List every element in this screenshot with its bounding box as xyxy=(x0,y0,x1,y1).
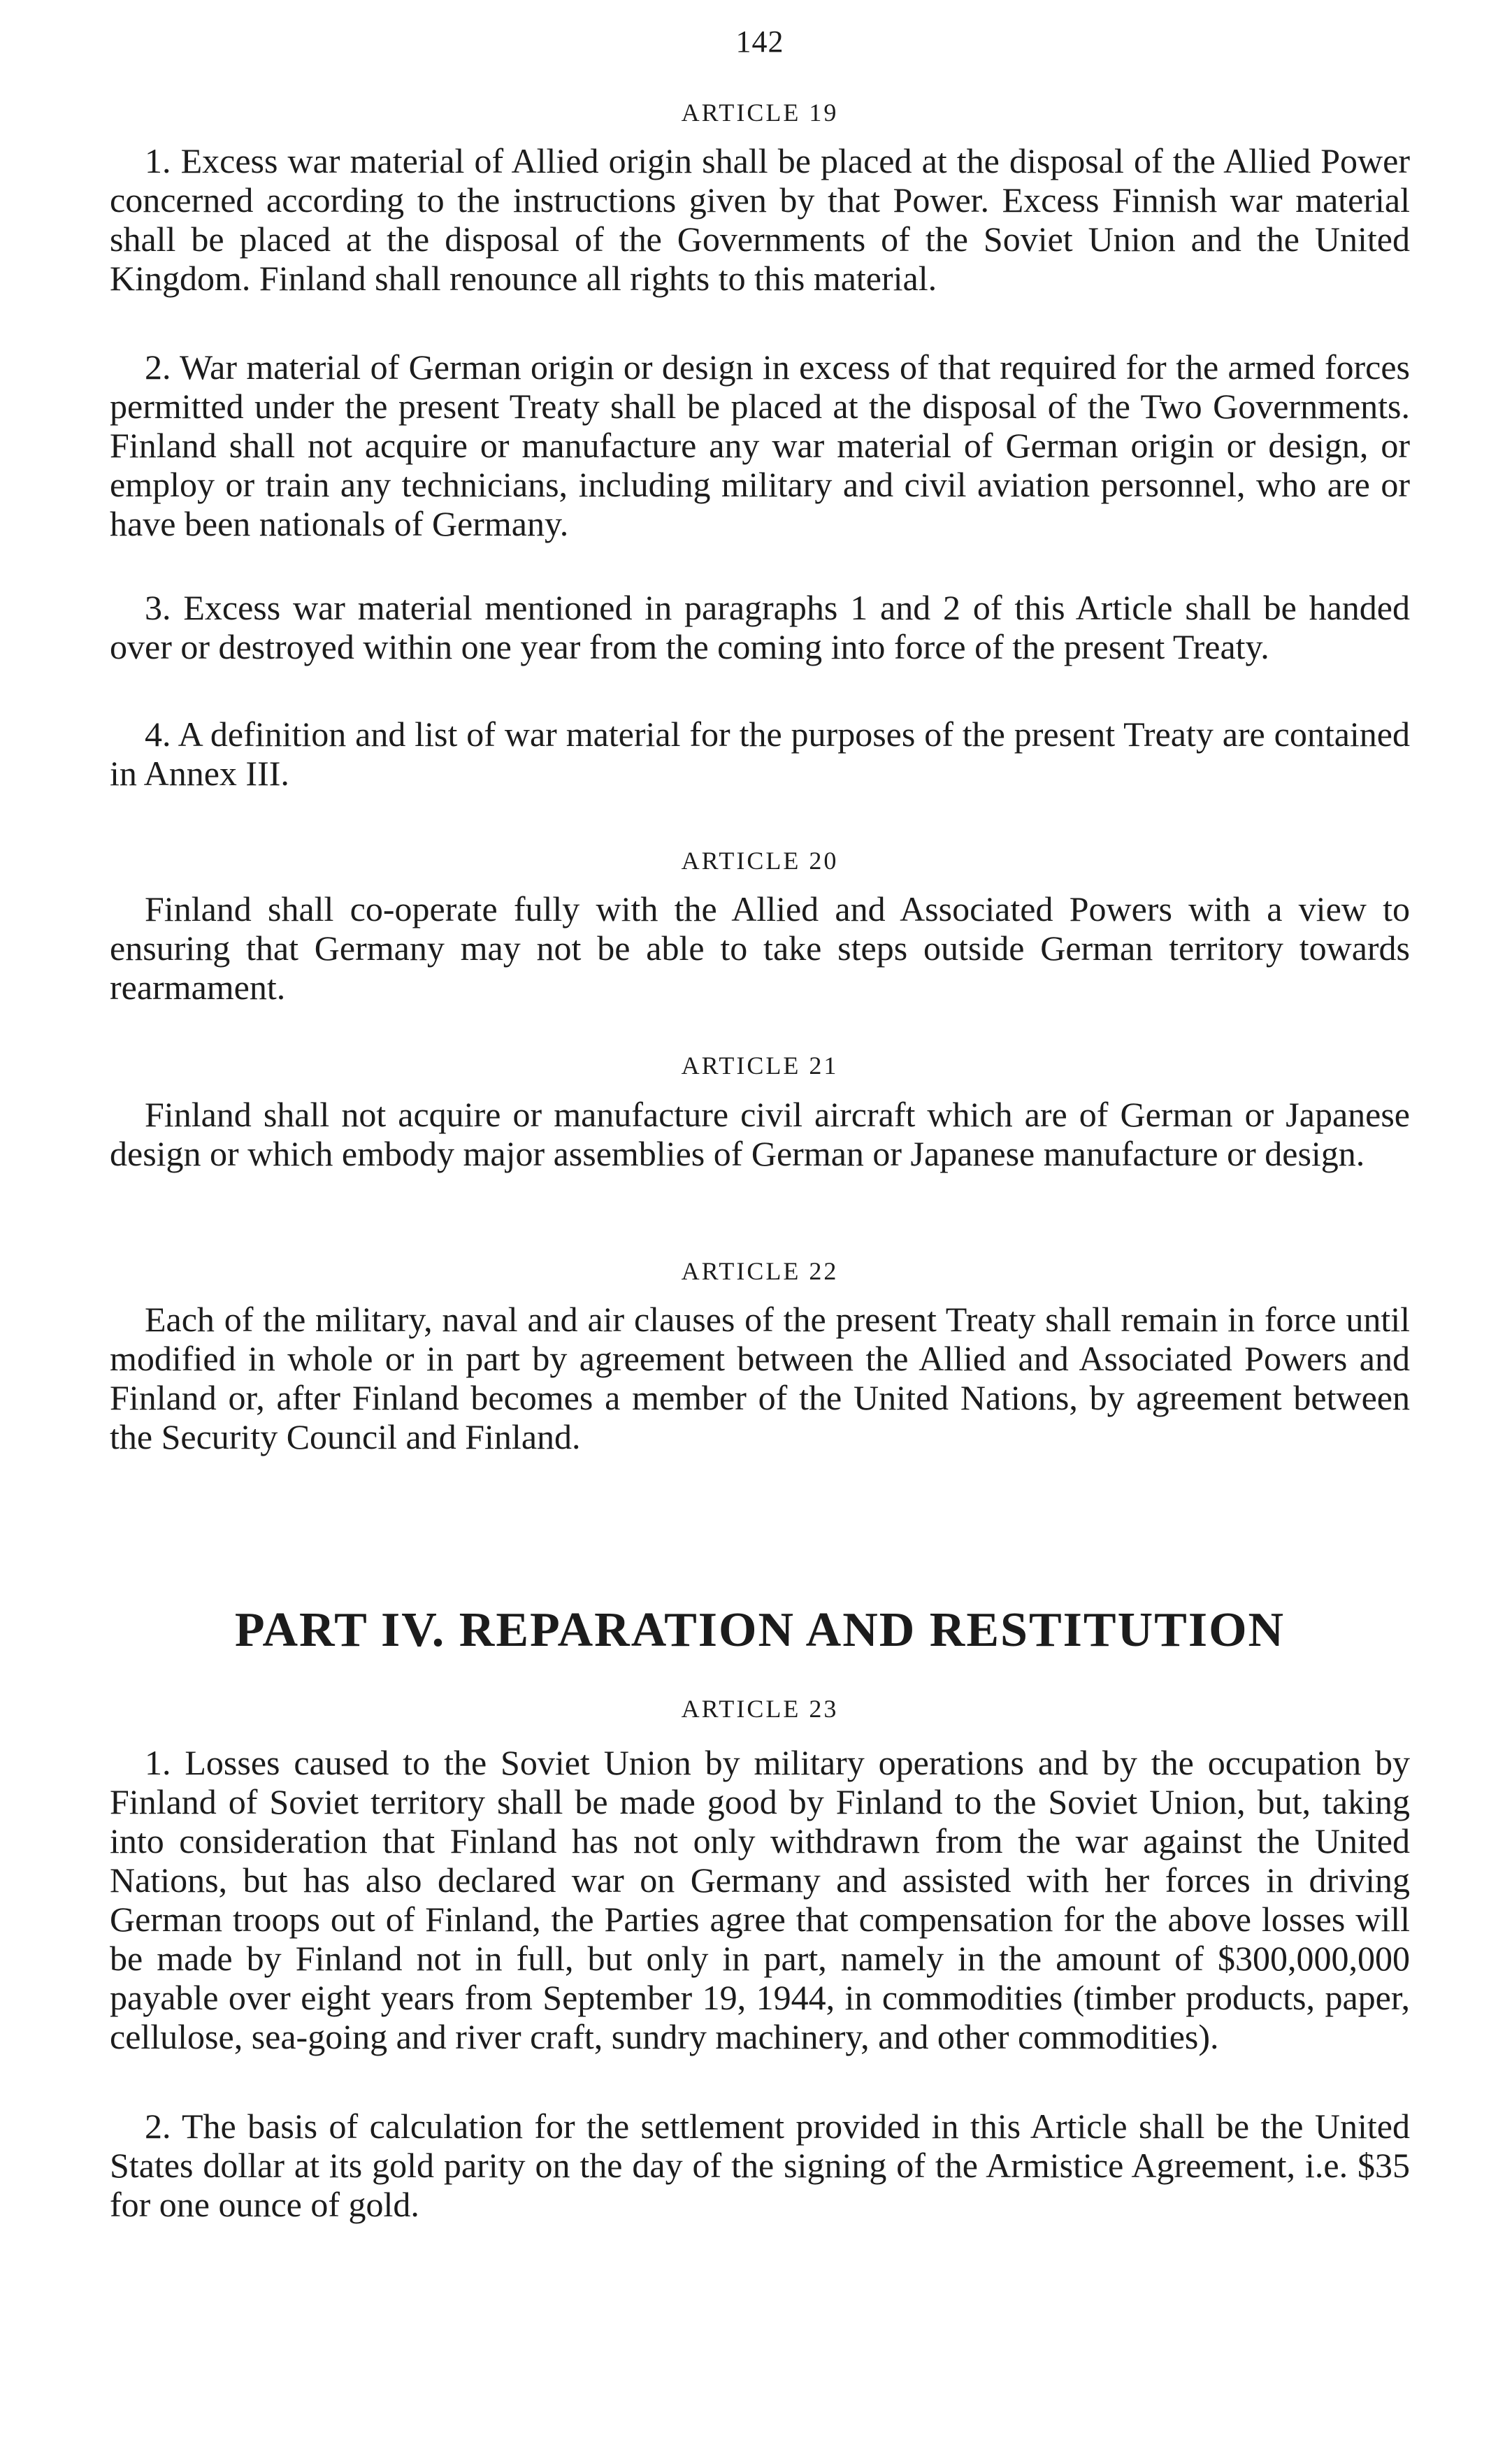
article-20-paragraph-1: Finland shall co-operate fully with the Allied and Associated Powers with a view to ensuring that Germany may not be able to take steps outside German territory towards rearmament. xyxy=(110,889,1410,1007)
article-20-heading: ARTICLE 20 xyxy=(681,847,839,875)
article-19-paragraph-3: 3. Excess war material mentioned in paragraphs 1 and 2 of this Article shall be handed over or destroyed within one year from the coming into force of the present Treaty. xyxy=(110,588,1410,666)
article-21-paragraph-1: Finland shall not acquire or manufacture civil aircraft which are of German or Japanese design or which embody major assemblies of German or Japanese manufacture or design. xyxy=(110,1095,1410,1173)
article-19-paragraph-1: 1. Excess war material of Allied origin shall be placed at the disposal of the Allied Power concerned according to the instructions given by that Power. Excess Finnish war material shall be placed at the disposal of the Governments of the Soviet Union and the United Kingdom. Finland shall renounce all rights to this material. xyxy=(110,141,1410,298)
article-19-paragraph-4: 4. A definition and list of war material for the purposes of the present Treaty are contained in Annex III. xyxy=(110,715,1410,793)
article-19-paragraph-2: 2. War material of German origin or design in excess of that required for the armed forces permitted under the present Treaty shall be placed at the disposal of the Two Governments. Finland shall not acquire or manufacture any war material of German origin or design, or employ or train any technicians, including military and civil aviation personnel, who are or have been nationals of Germany. xyxy=(110,347,1410,543)
article-23-heading: ARTICLE 23 xyxy=(681,1695,839,1723)
article-23-paragraph-2: 2. The basis of calculation for the settlement provided in this Article shall be the United States dollar at its gold parity on the day of the signing of the Armistice Agreement, i.e. $35 for one ounce of gold. xyxy=(110,2107,1410,2224)
article-19-heading: ARTICLE 19 xyxy=(681,99,839,127)
article-23-paragraph-1: 1. Losses caused to the Soviet Union by military operations and by the occupation by Finland of Soviet territory shall be made good by Finland to the Soviet Union, but, taking into consideration that Finland has not only withdrawn from the war against the United Nations, but has also declared war on Germany and assisted with her forces in driving German troops out of Finland, the Parties agree that compensation for the above losses will be made by Finland not in full, but only in part, namely in the amount of $300,000,000 payable over eight years from September 19, 1944, in commodities (timber products, paper, cellulose, sea-going and river craft, sundry machinery, and other commodities). xyxy=(110,1743,1410,2056)
article-21-heading: ARTICLE 21 xyxy=(681,1052,839,1080)
page-number: 142 xyxy=(735,24,784,59)
article-22-paragraph-1: Each of the military, naval and air clauses of the present Treaty shall remain in force until modified in whole or in part by agreement between the Allied and Associated Powers and Finland or, after Finland becomes a member of the United Nations, by agreement between the Security Council and Finland. xyxy=(110,1300,1410,1456)
article-22-heading: ARTICLE 22 xyxy=(681,1257,839,1285)
part-iv-title: PART IV. REPARATION AND RESTITUTION xyxy=(234,1603,1286,1657)
